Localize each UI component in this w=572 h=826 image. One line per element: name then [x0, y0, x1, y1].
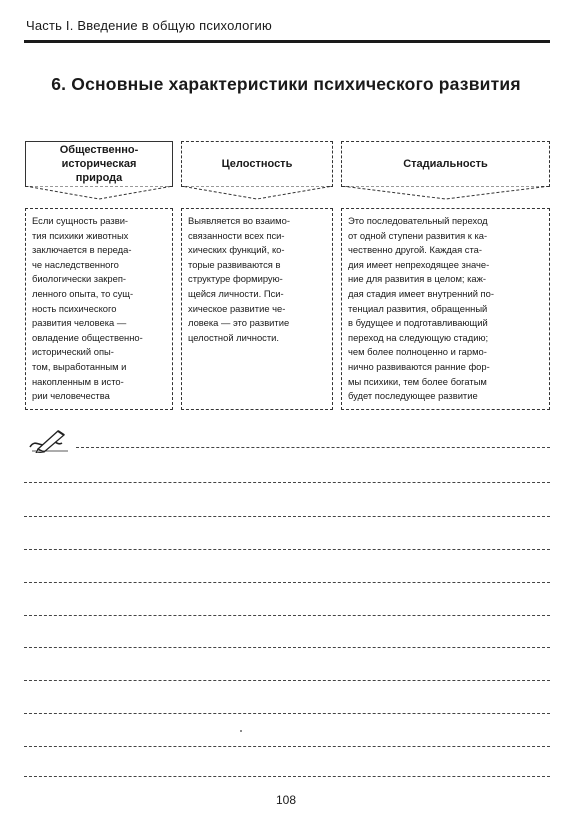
column-heading-historical [25, 141, 173, 187]
writing-line[interactable] [24, 746, 550, 747]
body-line: целостной личности. [188, 331, 279, 343]
writing-line[interactable] [24, 713, 550, 714]
body-line: накопленным в исто- [32, 375, 124, 387]
body-line: ленного опыта, то сущ- [32, 287, 134, 299]
writing-line[interactable] [24, 615, 550, 616]
body-line: торые развиваются в [188, 258, 281, 270]
body-line: Выявляется во взаимо- [188, 215, 290, 226]
body-line: нично развиваются ранние фор- [348, 360, 490, 372]
pen-writing-icon [28, 427, 72, 453]
writing-line[interactable] [24, 680, 550, 681]
body-line: Это последовательный переход [348, 215, 488, 226]
body-line: от одной ступени развития к ка- [348, 229, 488, 241]
body-line: че наследственного [32, 258, 119, 270]
heading-line: историческая [61, 158, 137, 170]
speck [240, 730, 242, 732]
running-header: Часть I. Введение в общую психологию [26, 18, 272, 33]
body-line: тенциал развития, обращенный [348, 302, 488, 314]
body-line: структуре формирую- [188, 273, 283, 285]
body-line: переход на следующую стадию; [348, 331, 489, 343]
body-line: чем более полноценно и гармо- [348, 346, 487, 358]
chevron-down-icon [341, 186, 550, 200]
body-line: том, выработанным и [32, 360, 127, 372]
writing-line[interactable] [76, 447, 550, 448]
writing-line[interactable] [24, 776, 550, 777]
body-line: ловека — это развитие [188, 317, 290, 329]
column-body-historical [25, 208, 173, 410]
body-line: хических функций, ко- [188, 244, 285, 256]
body-line: щейся личности. Пси- [188, 287, 284, 299]
body-line: ние для развития в целом; каж- [348, 273, 487, 285]
body-line: дия имеет непреходящее значе- [348, 258, 490, 270]
column-heading-integrity [181, 141, 333, 187]
body-line: ность психического [32, 302, 117, 314]
body-line: тия психики животных [32, 229, 129, 241]
body-line: биологически закреп- [32, 273, 127, 285]
page-number: 108 [275, 793, 297, 807]
body-line: связанности всех пси- [188, 229, 285, 241]
writing-line[interactable] [24, 582, 550, 583]
heading-line: природа [75, 172, 123, 184]
writing-line[interactable] [24, 482, 550, 483]
body-line: будет последующее развитие [348, 390, 478, 402]
heading-line: Стадиальность [403, 158, 488, 170]
body-line: заключается в переда- [32, 244, 132, 256]
column-body-integrity [181, 208, 333, 410]
heading-line: Общественно- [59, 144, 139, 156]
body-line: чественно другой. Каждая ста- [348, 244, 483, 256]
body-line: рии человечества [32, 390, 110, 402]
section-title: 6. Основные характеристики психического развития [51, 74, 521, 94]
body-line: исторический опы- [32, 346, 114, 358]
writing-line[interactable] [24, 549, 550, 550]
column-body-stages [341, 208, 550, 410]
body-line: Если сущность разви- [32, 215, 129, 226]
body-line: мы психики, тем более богатым [348, 375, 487, 387]
body-line: хическое развитие че- [188, 302, 286, 314]
body-line: овладение общественно- [32, 331, 143, 343]
heading-line: Целостность [221, 158, 293, 170]
column-heading-stages [341, 141, 550, 187]
header-rule [24, 40, 550, 43]
writing-line[interactable] [24, 516, 550, 517]
body-line: дая стадия имеет внутренний по- [348, 287, 494, 299]
body-line: в будущее и подготавливающий [348, 317, 488, 329]
body-line: развития человека — [32, 317, 127, 329]
writing-line[interactable] [24, 647, 550, 648]
chevron-down-icon [25, 186, 173, 200]
chevron-down-icon [181, 186, 333, 200]
